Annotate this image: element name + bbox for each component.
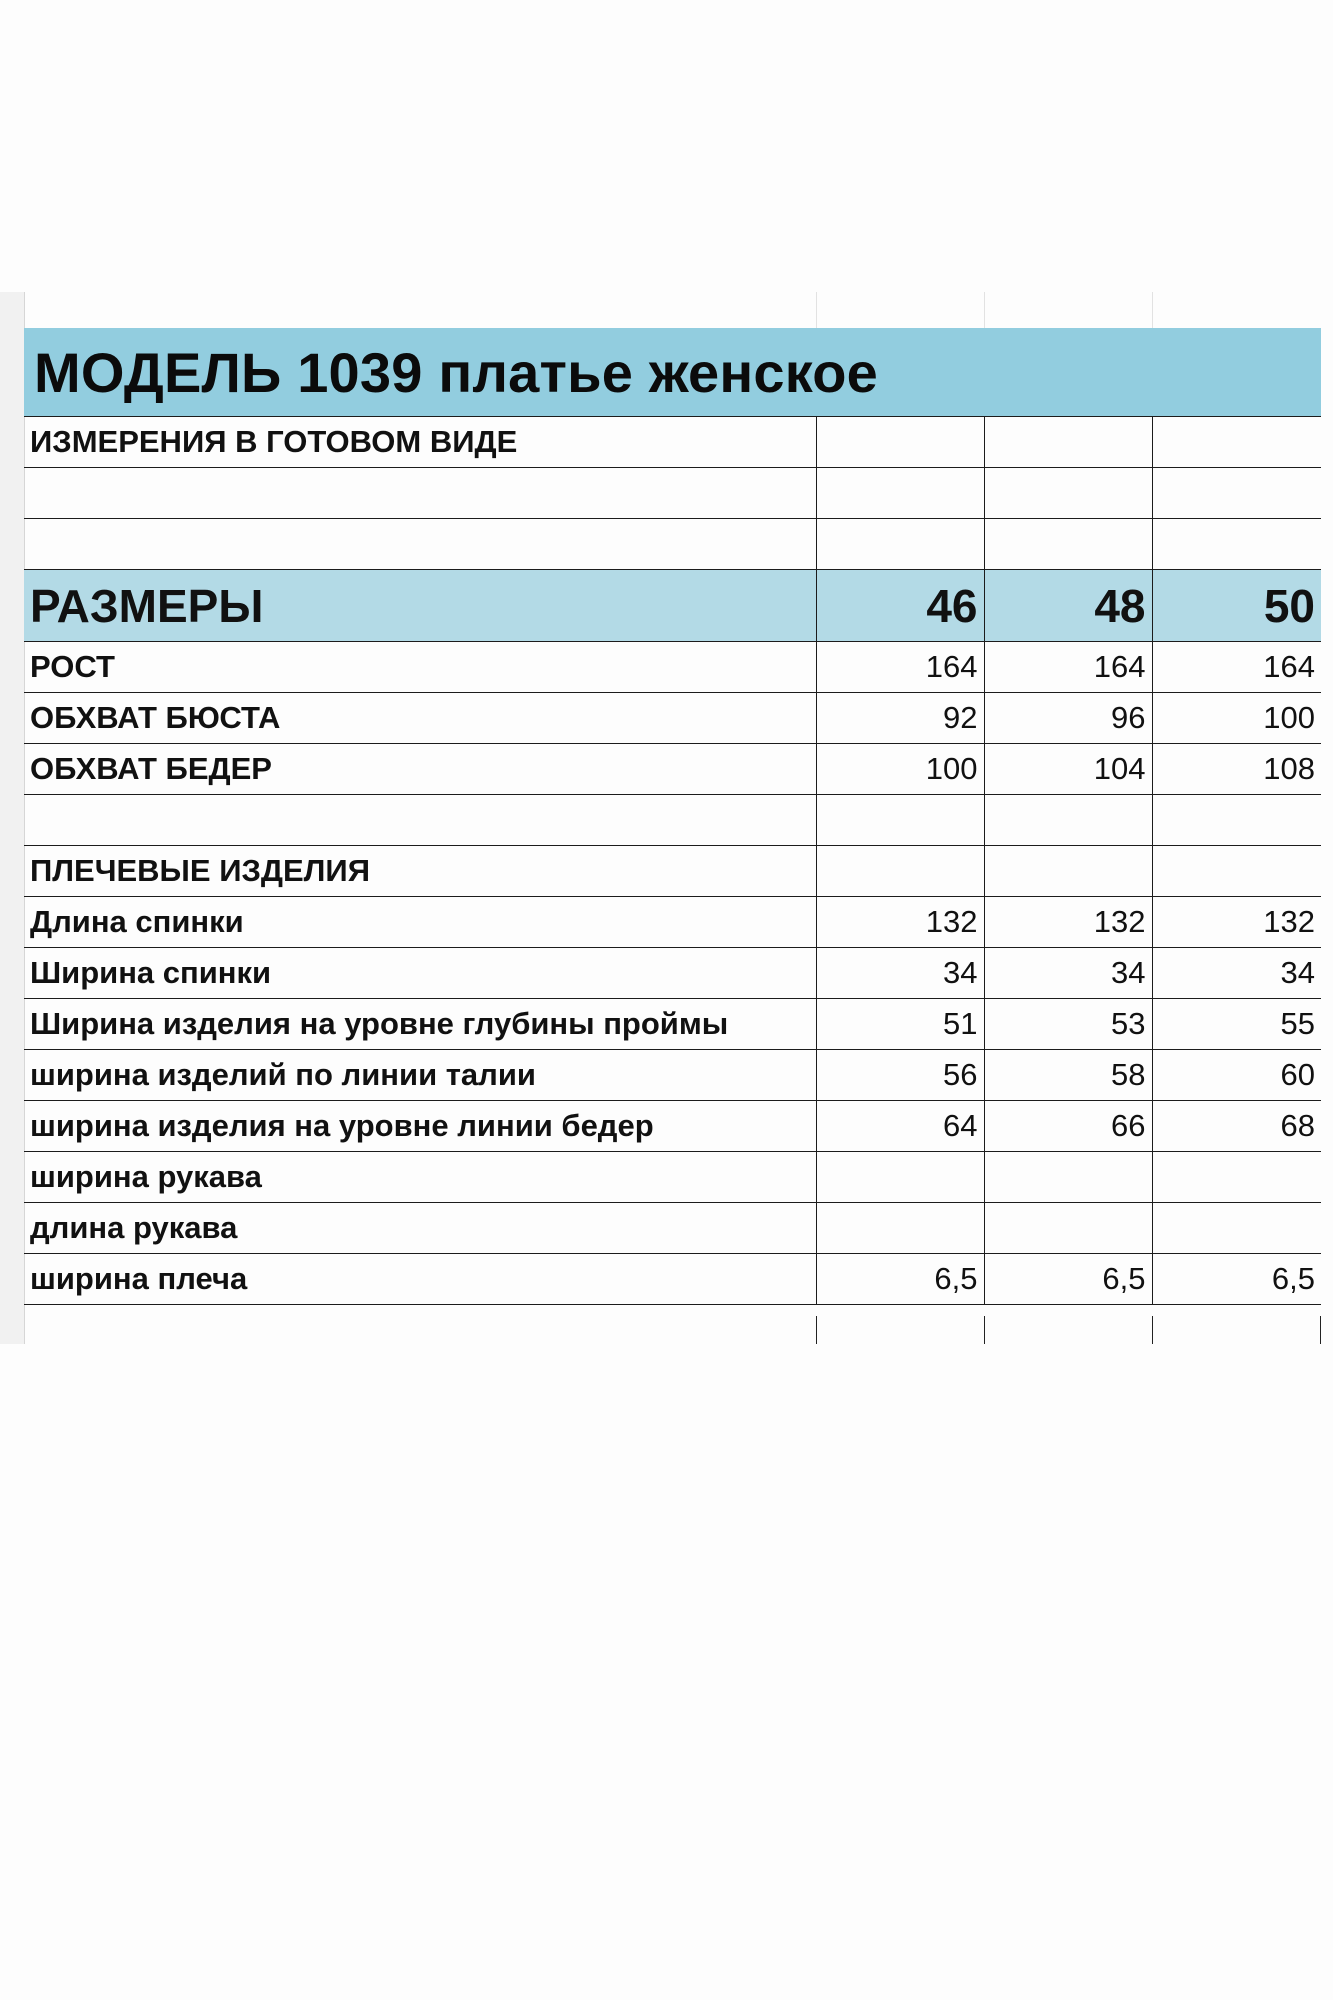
measurements-table	[24, 416, 1321, 1305]
row-gutter	[0, 292, 25, 1344]
size-48: 48	[984, 570, 1152, 642]
size-46: 46	[816, 570, 984, 642]
size-50: 50	[1152, 570, 1321, 642]
model-title: МОДЕЛЬ 1039 платье женское	[34, 340, 878, 404]
table-row: ширина рукава	[24, 1152, 1321, 1203]
table-row: ОБХВАТ БЮСТА 92 96 100	[24, 693, 1321, 744]
empty-row	[24, 795, 1321, 846]
table-row: Длина спинки 132 132 132	[24, 897, 1321, 948]
empty-header-row	[24, 292, 1321, 329]
table-row: Ширина изделия на уровне глубины проймы 51 53 55	[24, 999, 1321, 1050]
sizes-header-row	[24, 570, 1321, 642]
table-row: ОБХВАТ БЕДЕР 100 104 108	[24, 744, 1321, 795]
subtitle-cell: ИЗМЕРЕНИЯ В ГОТОВОМ ВИДЕ	[24, 417, 816, 468]
table-row: ширина изделий по линии талии 56 58 60	[24, 1050, 1321, 1101]
section-label: ПЛЕЧЕВЫЕ ИЗДЕЛИЯ	[24, 846, 816, 897]
table-row: ширина изделия на уровне линии бедер 64 66 68	[24, 1101, 1321, 1152]
table-row: Ширина спинки 34 34 34	[24, 948, 1321, 999]
table-row: длина рукава	[24, 1203, 1321, 1254]
empty-row	[24, 468, 1321, 519]
sizes-label: РАЗМЕРЫ	[24, 570, 816, 642]
section-header-row	[24, 846, 1321, 897]
size-chart-sheet	[0, 292, 1333, 1344]
table-row: ширина плеча 6,5 6,5 6,5	[24, 1254, 1321, 1305]
subtitle-row	[24, 417, 1321, 468]
empty-row	[24, 519, 1321, 570]
model-title-bar	[24, 328, 1321, 417]
table-row: РОСТ 164 164 164	[24, 642, 1321, 693]
